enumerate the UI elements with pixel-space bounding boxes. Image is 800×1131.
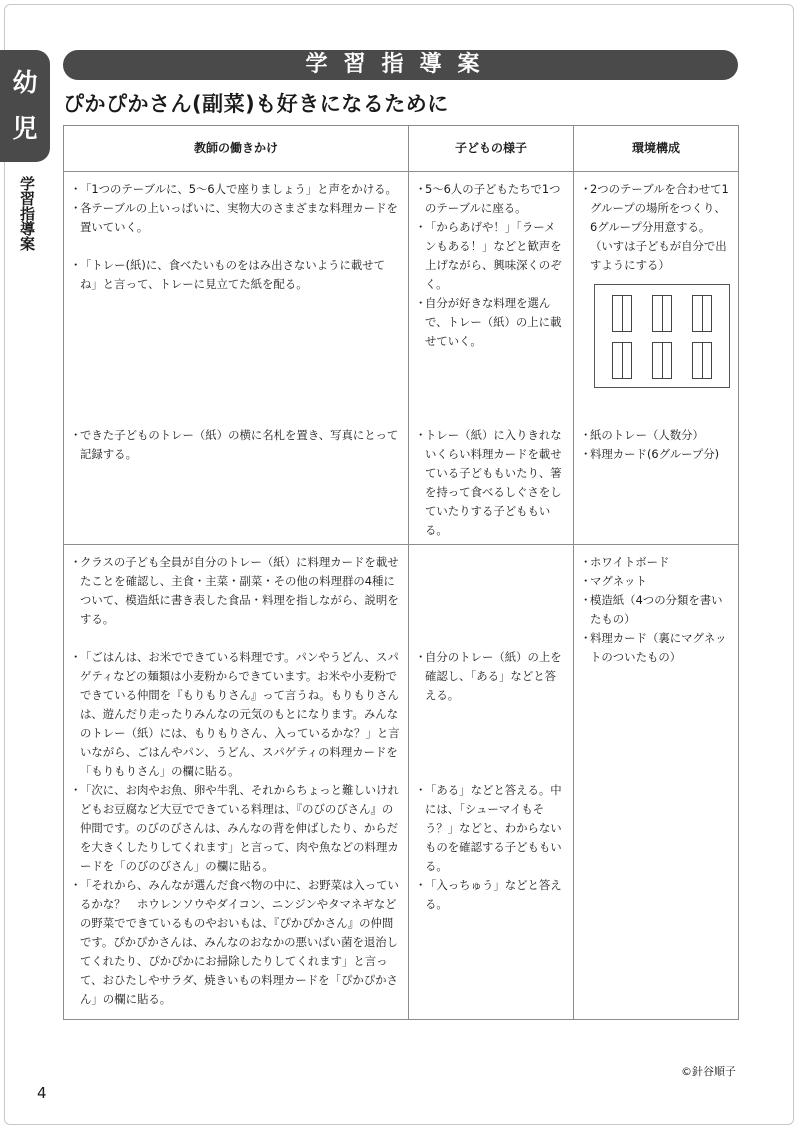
list-item: ・ 「それから、みんなが選んだ食べ物の中に、お野菜は入っているかな？ ホウレンソウやダイコン、ニンジンやタマネギなどの野菜でできているものやおいもは、『ぴかぴかさん』の仲間です。ぴかぴかさんは、みんなのおなかの悪いばい菌を退治してくれたり、ぴかぴかにお掃除したりしてくれます」と言って、おひたしやサラダ、焼きいもの料理カードを「ぴかぴかさん」の欄に貼る。 (70, 878, 399, 1006)
list-item: ・ 「からあげや！」「ラーメンもある！」などと歓声を上げながら、興味深くのぞく。 (415, 220, 562, 291)
list-item: ・ 自分が好きな料理を選んで、トレー（紙）の上に載せていく。 (415, 296, 562, 348)
list-item: ・ マグネット (580, 574, 647, 588)
page-number: 4 (37, 1084, 47, 1102)
list-item: ・ 料理カード（裏にマグネットのついたもの） (580, 631, 727, 664)
table-pair-shape (692, 342, 712, 379)
header-environment: 環境構成 (574, 126, 739, 172)
table-pair-shape (692, 295, 712, 332)
list-item: ・ 5〜6人の子どもたちで1つのテーブルに座る。 (415, 182, 561, 215)
side-tab-char: 児 (12, 114, 38, 143)
list-item: ・ 自分のトレー（紙）の上を確認し、「ある」などと答える。 (415, 650, 562, 702)
list-item: ・ 各テーブルの上いっぱいに、実物大のさまざまな料理カードを置いていく。 (70, 201, 398, 234)
teacher-cell (64, 172, 409, 545)
side-tab (0, 50, 50, 162)
credit-text: ©針谷順子 (681, 1065, 736, 1078)
list-item: ・ 「トレー(紙)に、食べたいものをはみ出さないように載せてね」と言って、トレーに見立てた紙を配る。 (70, 258, 386, 291)
table-row (64, 172, 739, 545)
children-cell (409, 545, 574, 1020)
list-item: ・ 「1つのテーブルに、5〜6人で座りましょう」と声をかける。 (70, 182, 397, 196)
list-item: ・ できた子どものトレー（紙）の横に名札を置き、写真にとって記録する。 (70, 428, 399, 461)
list-item: ・ 「ごはんは、お米でできている料理です。パンやうどん、スパゲティなどの麺類は小麦粉からできています。お米や小麦粉でできている仲間を『もりもりさん』って言うね。もりもりさんは、遊んだり走ったりみんなの元気のもとになります。みんなのトレー（紙）には、もりもりさん、入っているかな？」と言いながら、ごはんやパン、うどん、スパゲティの料理カードを「もりもりさん」の欄に貼る。 (70, 650, 400, 778)
side-tab-char: 幼 (12, 68, 38, 97)
list-item: ・ トレー（紙）に入りきれないくらい料理カードを載せている子どももいたり、箸を持って食べるしぐさをしていたりする子どももいる。 (415, 428, 562, 537)
lesson-plan-table (63, 125, 739, 1020)
header-teacher: 教師の働きかけ (64, 126, 409, 172)
list-item: ・ 模造紙（4つの分類を書いたもの） (580, 593, 723, 626)
list-item: ・ ホワイトボード (580, 555, 670, 569)
list-item: ・ 「次に、お肉やお魚、卵や牛乳、それからちょっと難しいけれどもお豆腐など大豆でできている料理は、『のびのびさん』の仲間です。のびのびさんは、みんなの背を伸ばしたり、からだを大きくしたりしてくれます」と言って、肉や魚などの料理カードを「のびのびさん」の欄に貼る。 (70, 783, 399, 873)
table-pair-shape (652, 342, 672, 379)
children-cell (409, 172, 574, 545)
table-header-row (64, 126, 739, 172)
list-item: ・ 料理カード(6グループ分) (580, 447, 720, 461)
table-row (64, 545, 739, 1020)
table-pair-shape (652, 295, 672, 332)
list-item: ・ 「ある」などと答える。中には、「シューマイもそう？」などと、わからないものを確認する子どももいる。 (415, 783, 562, 873)
list-item: ・ クラスの子ども全員が自分のトレー（紙）に料理カードを載せたことを確認し、主食・主菜・副菜・その他の料理群の4種について、模造紙に書き表した食品・料理を指しながら、説明をする。 (70, 555, 399, 626)
list-item: ・ 紙のトレー（人数分） (580, 428, 704, 442)
table-pair-shape (612, 342, 632, 379)
environment-cell (574, 172, 739, 545)
list-item: （いすは子どもが自分で出すようにする） (590, 239, 727, 272)
page-subtitle: ぴかぴかさん(副菜)も好きになるために (63, 92, 449, 116)
table-pair-shape (612, 295, 632, 332)
table-layout-diagram (594, 284, 730, 388)
list-item: ・ 2つのテーブルを合わせて1グループの場所をつくり、6グループ分用意する。 (580, 182, 729, 234)
environment-cell (574, 545, 739, 1020)
header-children: 子どもの様子 (409, 126, 574, 172)
teacher-cell (64, 545, 409, 1020)
list-item: ・ 「入っちゅう」などと答える。 (415, 878, 562, 911)
title-banner: 学習指導案 (63, 50, 738, 80)
side-label: 学習指導案 (18, 176, 36, 251)
